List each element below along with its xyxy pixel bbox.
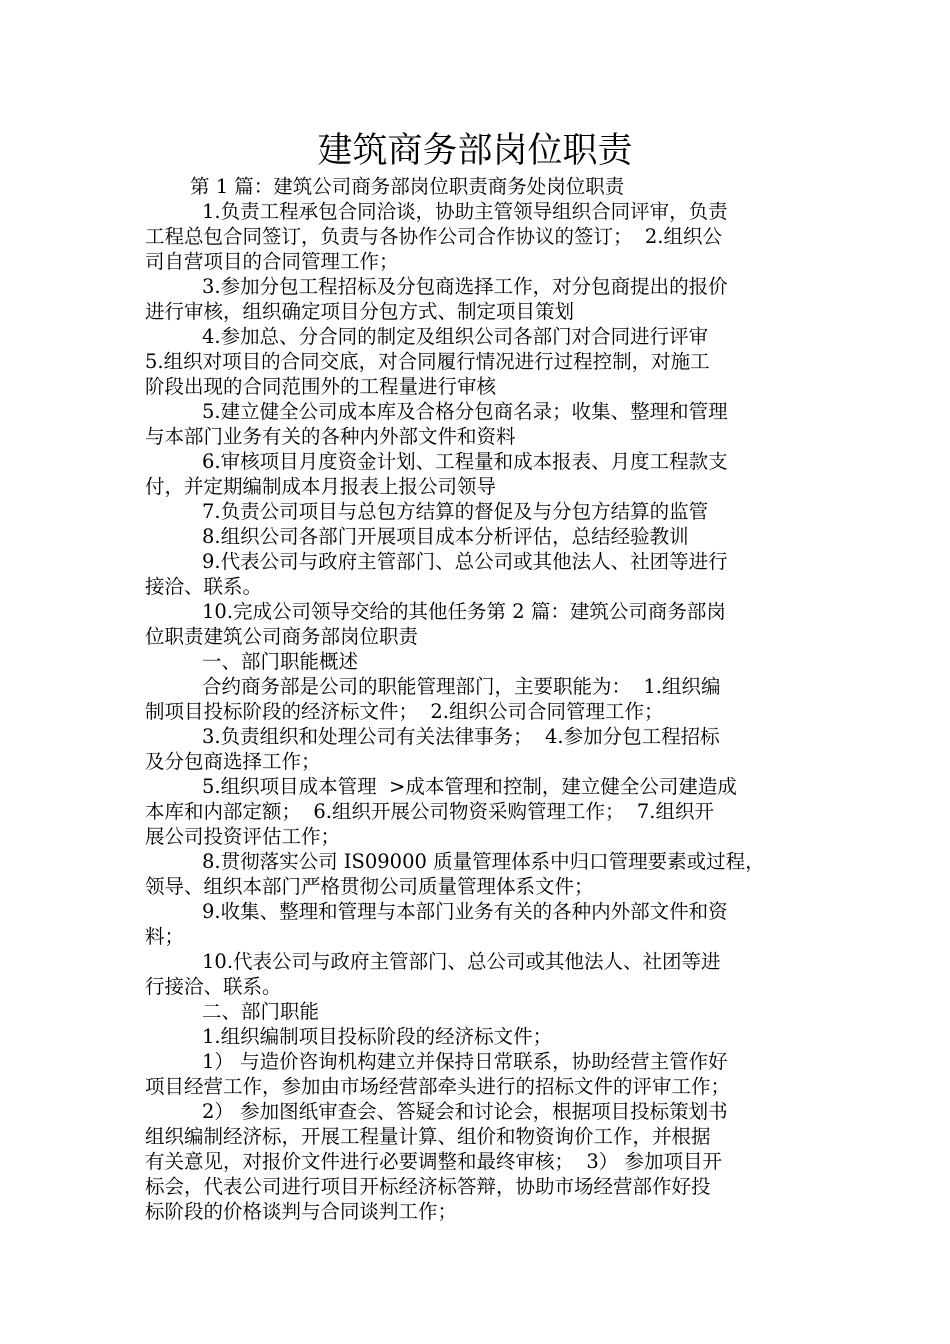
text-line: 9.代表公司与政府主管部门、总公司或其他法人、社团等进行 (202, 550, 728, 573)
text-line: 第 1 篇：建筑公司商务部岗位职责商务处岗位职责 (190, 175, 625, 198)
section-heading: 一、部门职能概述 (202, 650, 359, 673)
text-line: 5.组织对项目的合同交底，对合同履行情况进行过程控制，对施工 (145, 350, 710, 373)
text-line: 标会，代表公司进行项目开标经济标答辩，协助市场经营部作好投 (145, 1175, 711, 1198)
text-line: 司自营项目的合同管理工作； (145, 250, 399, 273)
text-line: 5.建立健全公司成本库及合格分包商名录；收集、整理和管理 (202, 400, 728, 423)
text-line: 1.负责工程承包合同洽谈，协助主管领导组织合同评审，负责 (202, 200, 728, 223)
text-line: 领导、组织本部门严格贯彻公司质量管理体系文件； (145, 875, 594, 898)
text-line: 工程总包合同签订，负责与各协作公司合作协议的签订； 2.组织公 (145, 225, 723, 248)
text-line: 3.参加分包工程招标及分包商选择工作，对分包商提出的报价 (202, 275, 728, 298)
text-line: 位职责建筑公司商务部岗位职责 (145, 625, 419, 648)
text-line: 进行审核，组织确定项目分包方式、制定项目策划 (145, 300, 575, 323)
text-line: 展公司投资评估工作； (145, 825, 341, 848)
text-line: 料； (145, 925, 185, 948)
text-line: 1） 与造价咨询机构建立并保持日常联系，协助经营主管作好 (202, 1050, 728, 1073)
text-line: 本库和内部定额； 6.组织开展公司物资采购管理工作； 7.组织开 (145, 800, 715, 823)
text-line: 7.负责公司项目与总包方结算的督促及与分包方结算的监管 (202, 500, 709, 523)
text-line: 付，并定期编制成本月报表上报公司领导 (145, 475, 497, 498)
text-line: 2） 参加图纸审查会、答疑会和讨论会，根据项目投标策划书 (202, 1100, 728, 1123)
text-line: 有关意见，对报价文件进行必要调整和最终审核； 3） 参加项目开 (145, 1150, 723, 1173)
text-line: 10.代表公司与政府主管部门、总公司或其他法人、社团等进 (202, 950, 721, 973)
text-line: 行接洽、联系。 (145, 975, 282, 998)
text-line: 5.组织项目成本管理 >成本管理和控制，建立健全公司建造成 (202, 775, 737, 798)
text-line: 组织编制经济标，开展工程量计算、组价和物资询价工作，并根据 (145, 1125, 711, 1148)
text-line: 与本部门业务有关的各种内外部文件和资料 (145, 425, 516, 448)
text-line: 4.参加总、分合同的制定及组织公司各部门对合同进行评审 (202, 325, 709, 348)
text-line: 9.收集、整理和管理与本部门业务有关的各种内外部文件和资 (202, 900, 728, 923)
text-line: 及分包商选择工作； (145, 750, 321, 773)
text-line: 1.组织编制项目投标阶段的经济标文件； (202, 1025, 553, 1048)
text-line: 项目经营工作，参加由市场经营部牵头进行的招标文件的评审工作； (145, 1075, 731, 1098)
text-line: 10.完成公司领导交给的其他任务第 2 篇：建筑公司商务部岗 (202, 600, 726, 623)
text-line: 6.审核项目月度资金计划、工程量和成本报表、月度工程款支 (202, 450, 728, 473)
text-line: 阶段出现的合同范围外的工程量进行审核 (145, 375, 497, 398)
text-line: 8.贯彻落实公司 IS09000 质量管理体系中归口管理要素或过程， (202, 850, 765, 873)
text-line: 接洽、联系。 (145, 575, 263, 598)
text-line: 合约商务部是公司的职能管理部门，主要职能为： 1.组织编 (202, 675, 721, 698)
text-line: 制项目投标阶段的经济标文件； 2.组织公司合同管理工作； (145, 700, 664, 723)
document-title: 建筑商务部岗位职责 (317, 131, 633, 171)
text-line: 标阶段的价格谈判与合同谈判工作； (145, 1200, 458, 1223)
section-heading: 二、部门职能 (202, 1000, 320, 1023)
text-line: 3.负责组织和处理公司有关法律事务； 4.参加分包工程招标 (202, 725, 720, 748)
text-line: 8.组织公司各部门开展项目成本分析评估，总结经验教训 (202, 525, 689, 548)
